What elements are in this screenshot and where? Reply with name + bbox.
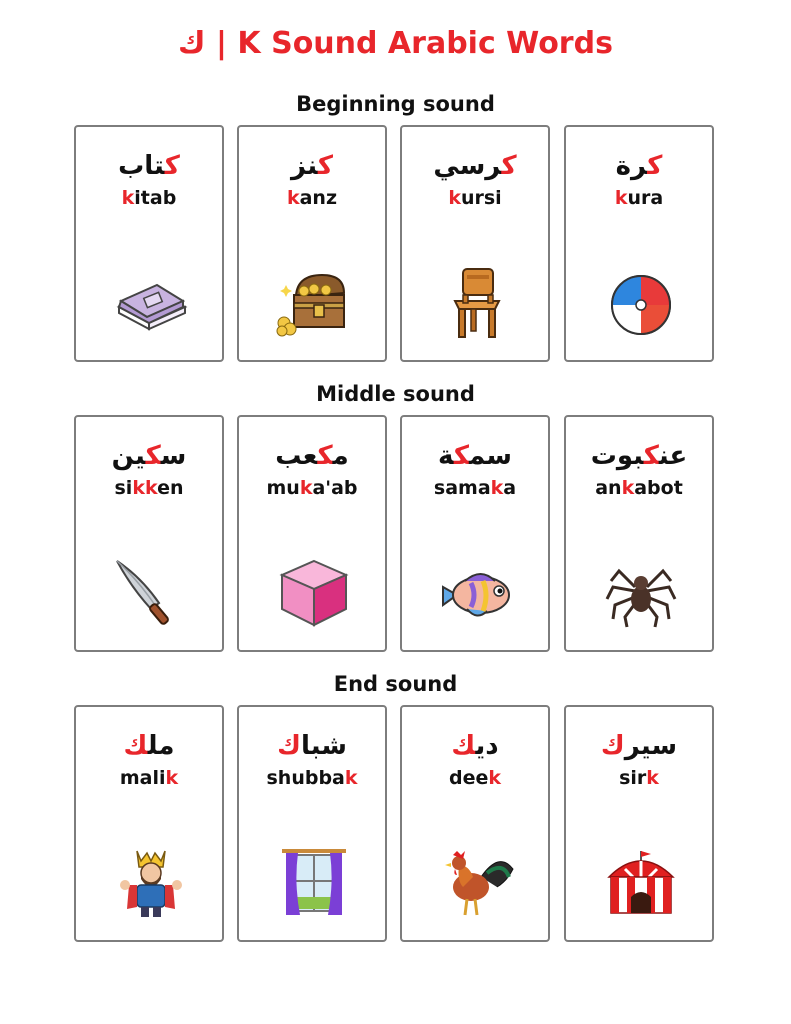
- word-part: رة: [615, 151, 648, 181]
- flashcard: [74, 705, 224, 942]
- word-part: تاب: [118, 151, 165, 181]
- transliteration: [76, 477, 222, 499]
- word-part: ة: [438, 441, 454, 471]
- flashcard: [564, 415, 714, 652]
- transliteration: [239, 477, 385, 499]
- word-part: sir: [619, 767, 647, 789]
- section-heading: Middle sound: [316, 382, 475, 406]
- highlighted-letter: k: [286, 187, 300, 209]
- highlighted-letter: ك: [600, 731, 625, 761]
- word-part: سم: [468, 441, 512, 471]
- highlighted-letter: ك: [317, 151, 333, 181]
- transliteration: [76, 187, 222, 209]
- transliteration: [566, 477, 712, 499]
- page-title: ك | K Sound Arabic Words: [178, 26, 613, 61]
- word-part: sama: [433, 477, 491, 499]
- transliteration: [566, 767, 712, 789]
- arabic-word: [566, 151, 712, 181]
- word-part: an: [595, 477, 622, 499]
- treasure-chest-icon: [274, 267, 354, 339]
- arabic-word: [566, 441, 712, 471]
- word-part: عن: [658, 441, 688, 471]
- fish-icon: [437, 557, 517, 629]
- word-part: a'ab: [312, 477, 358, 499]
- section-heading: Beginning sound: [296, 92, 495, 116]
- highlighted-letter: k: [165, 767, 179, 789]
- flashcard: [400, 125, 550, 362]
- word-part: dee: [448, 767, 489, 789]
- word-part: مل: [147, 731, 175, 761]
- word-part: ursi: [460, 187, 502, 209]
- word-part: abot: [634, 477, 683, 499]
- flashcard: [74, 415, 224, 652]
- arabic-word: [239, 441, 385, 471]
- highlighted-letter: ك: [453, 441, 469, 471]
- knife-icon: [111, 557, 191, 629]
- section-heading: End sound: [333, 672, 458, 696]
- transliteration: [402, 767, 548, 789]
- transliteration: [239, 187, 385, 209]
- flashcard: [564, 705, 714, 942]
- flashcard: [237, 705, 387, 942]
- word-part: ura: [627, 187, 664, 209]
- word-part: si: [114, 477, 133, 499]
- book-icon: [111, 267, 191, 339]
- word-part: عب: [275, 441, 318, 471]
- circus-tent-icon: [601, 847, 681, 919]
- rooster-icon: [437, 847, 517, 919]
- arabic-word: [76, 151, 222, 181]
- arabic-word: [402, 151, 548, 181]
- flashcard: [74, 125, 224, 362]
- transliteration: [239, 767, 385, 789]
- highlighted-letter: k: [621, 477, 635, 499]
- word-part: mu: [266, 477, 300, 499]
- arabic-word: [239, 151, 385, 181]
- highlighted-letter: ك: [317, 441, 333, 471]
- word-part: سير: [624, 731, 678, 761]
- word-part: ين: [111, 441, 146, 471]
- word-part: shubba: [266, 767, 345, 789]
- word-part: itab: [134, 187, 177, 209]
- word-part: دي: [475, 731, 499, 761]
- beach-ball-icon: [601, 267, 681, 339]
- spider-icon: [601, 557, 681, 629]
- highlighted-letter: k: [299, 477, 313, 499]
- transliteration: [566, 187, 712, 209]
- transliteration: [76, 767, 222, 789]
- arabic-word: [76, 441, 222, 471]
- word-part: نز: [291, 151, 318, 181]
- highlighted-letter: ك: [277, 731, 301, 761]
- arabic-word: [402, 441, 548, 471]
- highlighted-letter: ك: [145, 441, 161, 471]
- arabic-word: [566, 731, 712, 761]
- word-part: بوت: [590, 441, 644, 471]
- word-part: a: [503, 477, 517, 499]
- highlighted-letter: k: [614, 187, 628, 209]
- word-part: anz: [299, 187, 338, 209]
- flashcard: [237, 415, 387, 652]
- word-part: شبا: [300, 731, 347, 761]
- highlighted-letter: k: [488, 767, 501, 789]
- arabic-word: [402, 731, 548, 761]
- highlighted-letter: k: [121, 187, 135, 209]
- flashcard: [237, 125, 387, 362]
- arabic-word: [76, 731, 222, 761]
- highlighted-letter: ك: [643, 441, 659, 471]
- cube-icon: [274, 557, 354, 629]
- highlighted-letter: kk: [132, 477, 158, 499]
- highlighted-letter: ك: [123, 731, 148, 761]
- highlighted-letter: k: [448, 187, 461, 209]
- word-part: mali: [119, 767, 166, 789]
- transliteration: [402, 477, 548, 499]
- highlighted-letter: k: [344, 767, 358, 789]
- word-part: س: [160, 441, 187, 471]
- word-part: م: [332, 441, 349, 471]
- highlighted-letter: ك: [647, 151, 663, 181]
- highlighted-letter: k: [490, 477, 504, 499]
- highlighted-letter: ك: [164, 151, 180, 181]
- flashcard: [400, 415, 550, 652]
- highlighted-letter: ك: [451, 731, 476, 761]
- window-icon: [274, 847, 354, 919]
- word-part: en: [157, 477, 184, 499]
- flashcard: [564, 125, 714, 362]
- transliteration: [402, 187, 548, 209]
- chair-icon: [437, 267, 517, 339]
- highlighted-letter: k: [646, 767, 659, 789]
- word-part: رسي: [433, 151, 502, 181]
- king-icon: [111, 847, 191, 919]
- highlighted-letter: ك: [501, 151, 517, 181]
- arabic-word: [239, 731, 385, 761]
- flashcard: [400, 705, 550, 942]
